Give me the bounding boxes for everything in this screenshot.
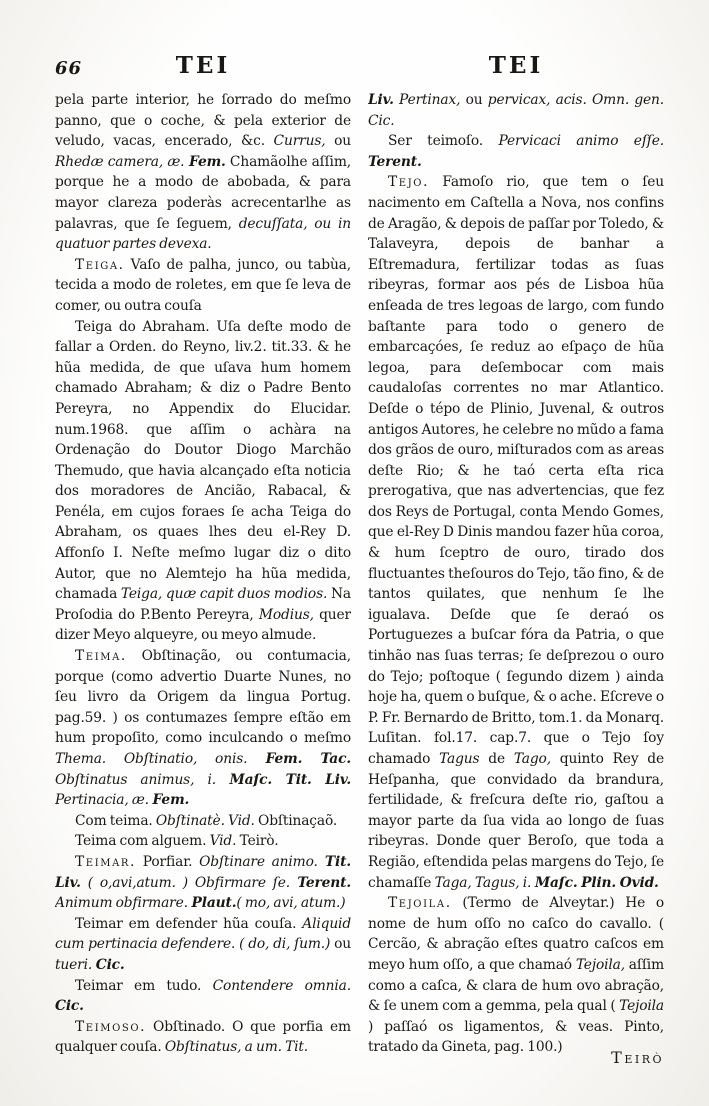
text-run: Pertinax, bbox=[393, 92, 461, 108]
text-run: Tejoila bbox=[619, 998, 664, 1015]
text-run: Modius, bbox=[258, 606, 314, 623]
text-run: Aliquid cum pertinacia defendere. ( do, di, ſum.) bbox=[55, 915, 351, 953]
text-run: ( o,avi,atum. ) Obfirmare ſe. bbox=[80, 874, 290, 891]
text-run: Obſtinatè. Vid. bbox=[155, 812, 255, 829]
text-run: Porfiar. bbox=[136, 853, 200, 870]
text-run: Chamãolhe aſſim, porque he a modo de abobada, & para mayor clareza poderàs acrecentarlhe as palavras, que ſe ſeguem, bbox=[55, 153, 351, 232]
text-run: Terent. bbox=[290, 874, 351, 891]
text-run: ) paſſaó os ligamentos, & veas. Pinto, tratado da Gineta, pag. 100.) bbox=[368, 1018, 664, 1056]
dictionary-paragraph bbox=[368, 90, 664, 131]
text-run: ou bbox=[460, 92, 488, 108]
dictionary-paragraph bbox=[55, 831, 351, 852]
dictionary-paragraph bbox=[55, 255, 351, 317]
text-run: Currus, bbox=[273, 133, 326, 150]
text-run: Tagus bbox=[439, 751, 480, 767]
text-run: Obſtinatus, a um. Tit. bbox=[164, 1039, 309, 1056]
dictionary-paragraph bbox=[55, 811, 351, 832]
dictionary-paragraph bbox=[368, 131, 664, 172]
dictionary-paragraph bbox=[55, 90, 351, 255]
text-run: Obſtinado. O que porfia em qualquer couſa. bbox=[55, 1018, 351, 1056]
text-run: Teima com alguem. bbox=[75, 833, 210, 850]
text-run: Pertinacia, æ. bbox=[55, 792, 149, 809]
text-run: (Termo de Alveytar.) He o nome de hum oſſo no caſco do cavallo. ( Cercão, & abração eſtes quatro caſcos em meyo hum oſſo, a que chamaó bbox=[368, 895, 664, 973]
text-run: Teiga do Abraham. Uſa deſte modo de fallar a Orden. do Reyno, liv.2. tit.33. & he hũa medida, de que uſava hum homem chamado Abraham; & diz o Padre Bento Pereyra, no Appendix do Elucidar. num.1968. que aſſim o achàra na Ordenação do Doutor Diogo Marchão Themudo, que havia alcançado eſta noticia dos moradores de Ancião, Rabacal, & Penéla, em cujos foraes ſe acha Teiga do Abraham, os quaes lhes deu el-Rey D. Affonſo I. Neſte meſmo lugar diz o dito Autor, que no Alemtejo ha hũa medida, chamada bbox=[55, 318, 351, 603]
text-run: ou bbox=[330, 936, 351, 953]
text-run: Contendere omnia. bbox=[212, 977, 351, 994]
right-column bbox=[368, 90, 664, 1065]
text-run: ou bbox=[325, 133, 351, 150]
text-run: Liv. bbox=[368, 92, 394, 108]
dictionary-paragraph bbox=[368, 893, 664, 1058]
text-run: Fem. bbox=[184, 153, 226, 170]
text-run: Obſtinare animo. bbox=[199, 853, 318, 870]
text-run: tueri. bbox=[55, 956, 93, 973]
text-run: Fem. Tac. bbox=[247, 751, 351, 767]
text-run: Vaſo de palha, junco, ou tabùa, tecida a modo de roletes, em que ſe leva de comer, ou outra couſa bbox=[55, 256, 351, 314]
left-column bbox=[55, 90, 351, 1065]
text-run: Vid. bbox=[209, 833, 237, 850]
dictionary-paragraph bbox=[55, 317, 351, 647]
text-run: Obſtinatus animus, i. bbox=[55, 771, 216, 788]
text-run: Animum obfirmare. bbox=[55, 895, 188, 912]
text-run: Obſtinaçaõ. bbox=[254, 812, 338, 829]
text-run: Terent. bbox=[368, 153, 422, 170]
text-block bbox=[55, 90, 664, 1065]
dictionary-paragraph bbox=[55, 1017, 351, 1058]
text-run: Taga, Tagus, i. bbox=[434, 874, 532, 891]
text-run: Tago, bbox=[513, 751, 551, 767]
text-run: ( mo, avi, atum.) bbox=[236, 895, 346, 912]
entry-headword: Teimoso. bbox=[75, 1018, 147, 1035]
text-run: quer dizer Meyo alqueyre, ou meyo almude. bbox=[55, 606, 351, 644]
text-run: pervicax, acis. Omn. gen. Cic. bbox=[368, 92, 664, 129]
text-run: Teimar em defender hũa couſa. bbox=[75, 915, 303, 932]
text-run: Fem. bbox=[148, 792, 190, 809]
text-run: Com teima. bbox=[75, 812, 156, 829]
dictionary-paragraph bbox=[55, 646, 351, 811]
text-run: Famoſo rio, que tem o ſeu nacimento em Caſtella a Nova, nos confins de Aragão, & depois de paſſar por Toledo, & Talaveyra, depois de banhar a Eſtremadura, fertilizar todas as ſuas ribeyras, formar aos pés de Lisboa hũa enſeada de tres legoas de largo, com fundo baſtante para todo o genero de embarcaçóes, ſe reduz ao eſpaço de hũa legoa, para deſembocar com mais caudaloſas correntes no mar Atlantico. Deſde o tépo de Plinio, Juvenal, & outros antigos Autores, he celebre no mũdo a fama dos grãos de ouro, miſturados com as areas deſte Rio; & he taó certa eſta rica prerogativa, que nas advertencias, que fez dos Reys de Portugal, conta Mendo Gomes, que el-Rey D Dinis mandou fazer hũa coroa, & hum ſceptro de ouro, tirado dos fluctuantes theſouros do Tejo, tão fino, & de tantos quilates, que nenhum ſe lhe igualava. Deſde que ſe deraó os Portuguezes a buſcar fóra da Patria, o que tinhão nas ſuas terras; ſe deſprezou o ouro do Tejo; poſtoque ( ſegundo dizem ) ainda hoje ha, quem o buſque, & o ache. Eſcreve o P. Fr. Bernardo de Britto, tom.1. da Monarq. Luſitan. fol.17. cap.7. que o Tejo ſoy chamado bbox=[368, 174, 664, 767]
dictionary-paragraph bbox=[55, 976, 351, 1017]
dictionary-paragraph bbox=[55, 914, 351, 976]
text-run: Thema. Obſtinatio, onis. bbox=[55, 751, 248, 767]
text-run: Teiga, quæ capit duos modios. bbox=[120, 586, 328, 603]
dictionary-paragraph bbox=[55, 852, 351, 914]
text-run: Na Proſodia do P.Bento Pereyra, bbox=[55, 586, 351, 623]
text-run: Pervicaci animo eſſe. bbox=[498, 133, 664, 150]
text-run: Teimar em tudo. bbox=[75, 977, 213, 994]
entry-headword: Teima. bbox=[75, 648, 127, 665]
text-run: Teirò. bbox=[236, 833, 279, 850]
text-run: Tit. Liv. bbox=[55, 853, 351, 891]
running-head-right: TEI bbox=[488, 52, 544, 79]
running-head-left: TEI bbox=[175, 52, 231, 79]
entry-headword: Tejoila. bbox=[388, 895, 452, 912]
text-run: Maſc. Plin. Ovid. bbox=[531, 874, 659, 891]
text-run: Plaut. bbox=[187, 895, 237, 912]
text-run: pela parte interior, he ſorrado do meſmo panno, que o coche, & pela exterior de veludo, vacas, encerado, &c. bbox=[55, 92, 351, 150]
text-run: Ser teimoſo. bbox=[388, 133, 499, 150]
entry-headword: Teimar. bbox=[75, 853, 137, 870]
dictionary-paragraph bbox=[368, 172, 664, 893]
text-run: de bbox=[479, 751, 514, 767]
catchword: Teirò bbox=[611, 1048, 664, 1067]
text-run: Cic. bbox=[55, 998, 84, 1015]
text-run: quinto Rey de Heſpanha, que convidado da brandura, fertilidade, & freſcura deſte rio, gaſtou a mayor parte da ſua vida ao longo de ſuas ribeyras. Donde quer Beroſo, que toda a Região, eſtendida pelas margens do Tejo, ſe chamaſſe bbox=[368, 751, 664, 891]
text-run: aſſim como a caſca, & clara de hum ovo abração, & ſe unem com a gemma, pela qual ( bbox=[368, 956, 664, 1015]
text-run: Rhedæ camera, æ. bbox=[55, 153, 185, 170]
text-run: decuſſata, ou in quatuor partes devexa. bbox=[55, 215, 351, 253]
entry-headword: Teiga. bbox=[75, 256, 125, 273]
text-run: Cic. bbox=[92, 956, 125, 973]
page-number: 66 bbox=[55, 58, 83, 79]
text-run: Tejoila, bbox=[575, 956, 625, 973]
entry-headword: Tejo. bbox=[388, 174, 430, 191]
text-run: Obſtinação, ou contumacia, porque (como advertio Duarte Nunes, no ſeu livro da Origem da lingua Portug. pag.59. ) os contumazes ſempre eſtão em hum propoſito, como inculcando o meſmo bbox=[55, 648, 351, 747]
text-run: Maſc. Tit. Liv. bbox=[215, 771, 351, 788]
